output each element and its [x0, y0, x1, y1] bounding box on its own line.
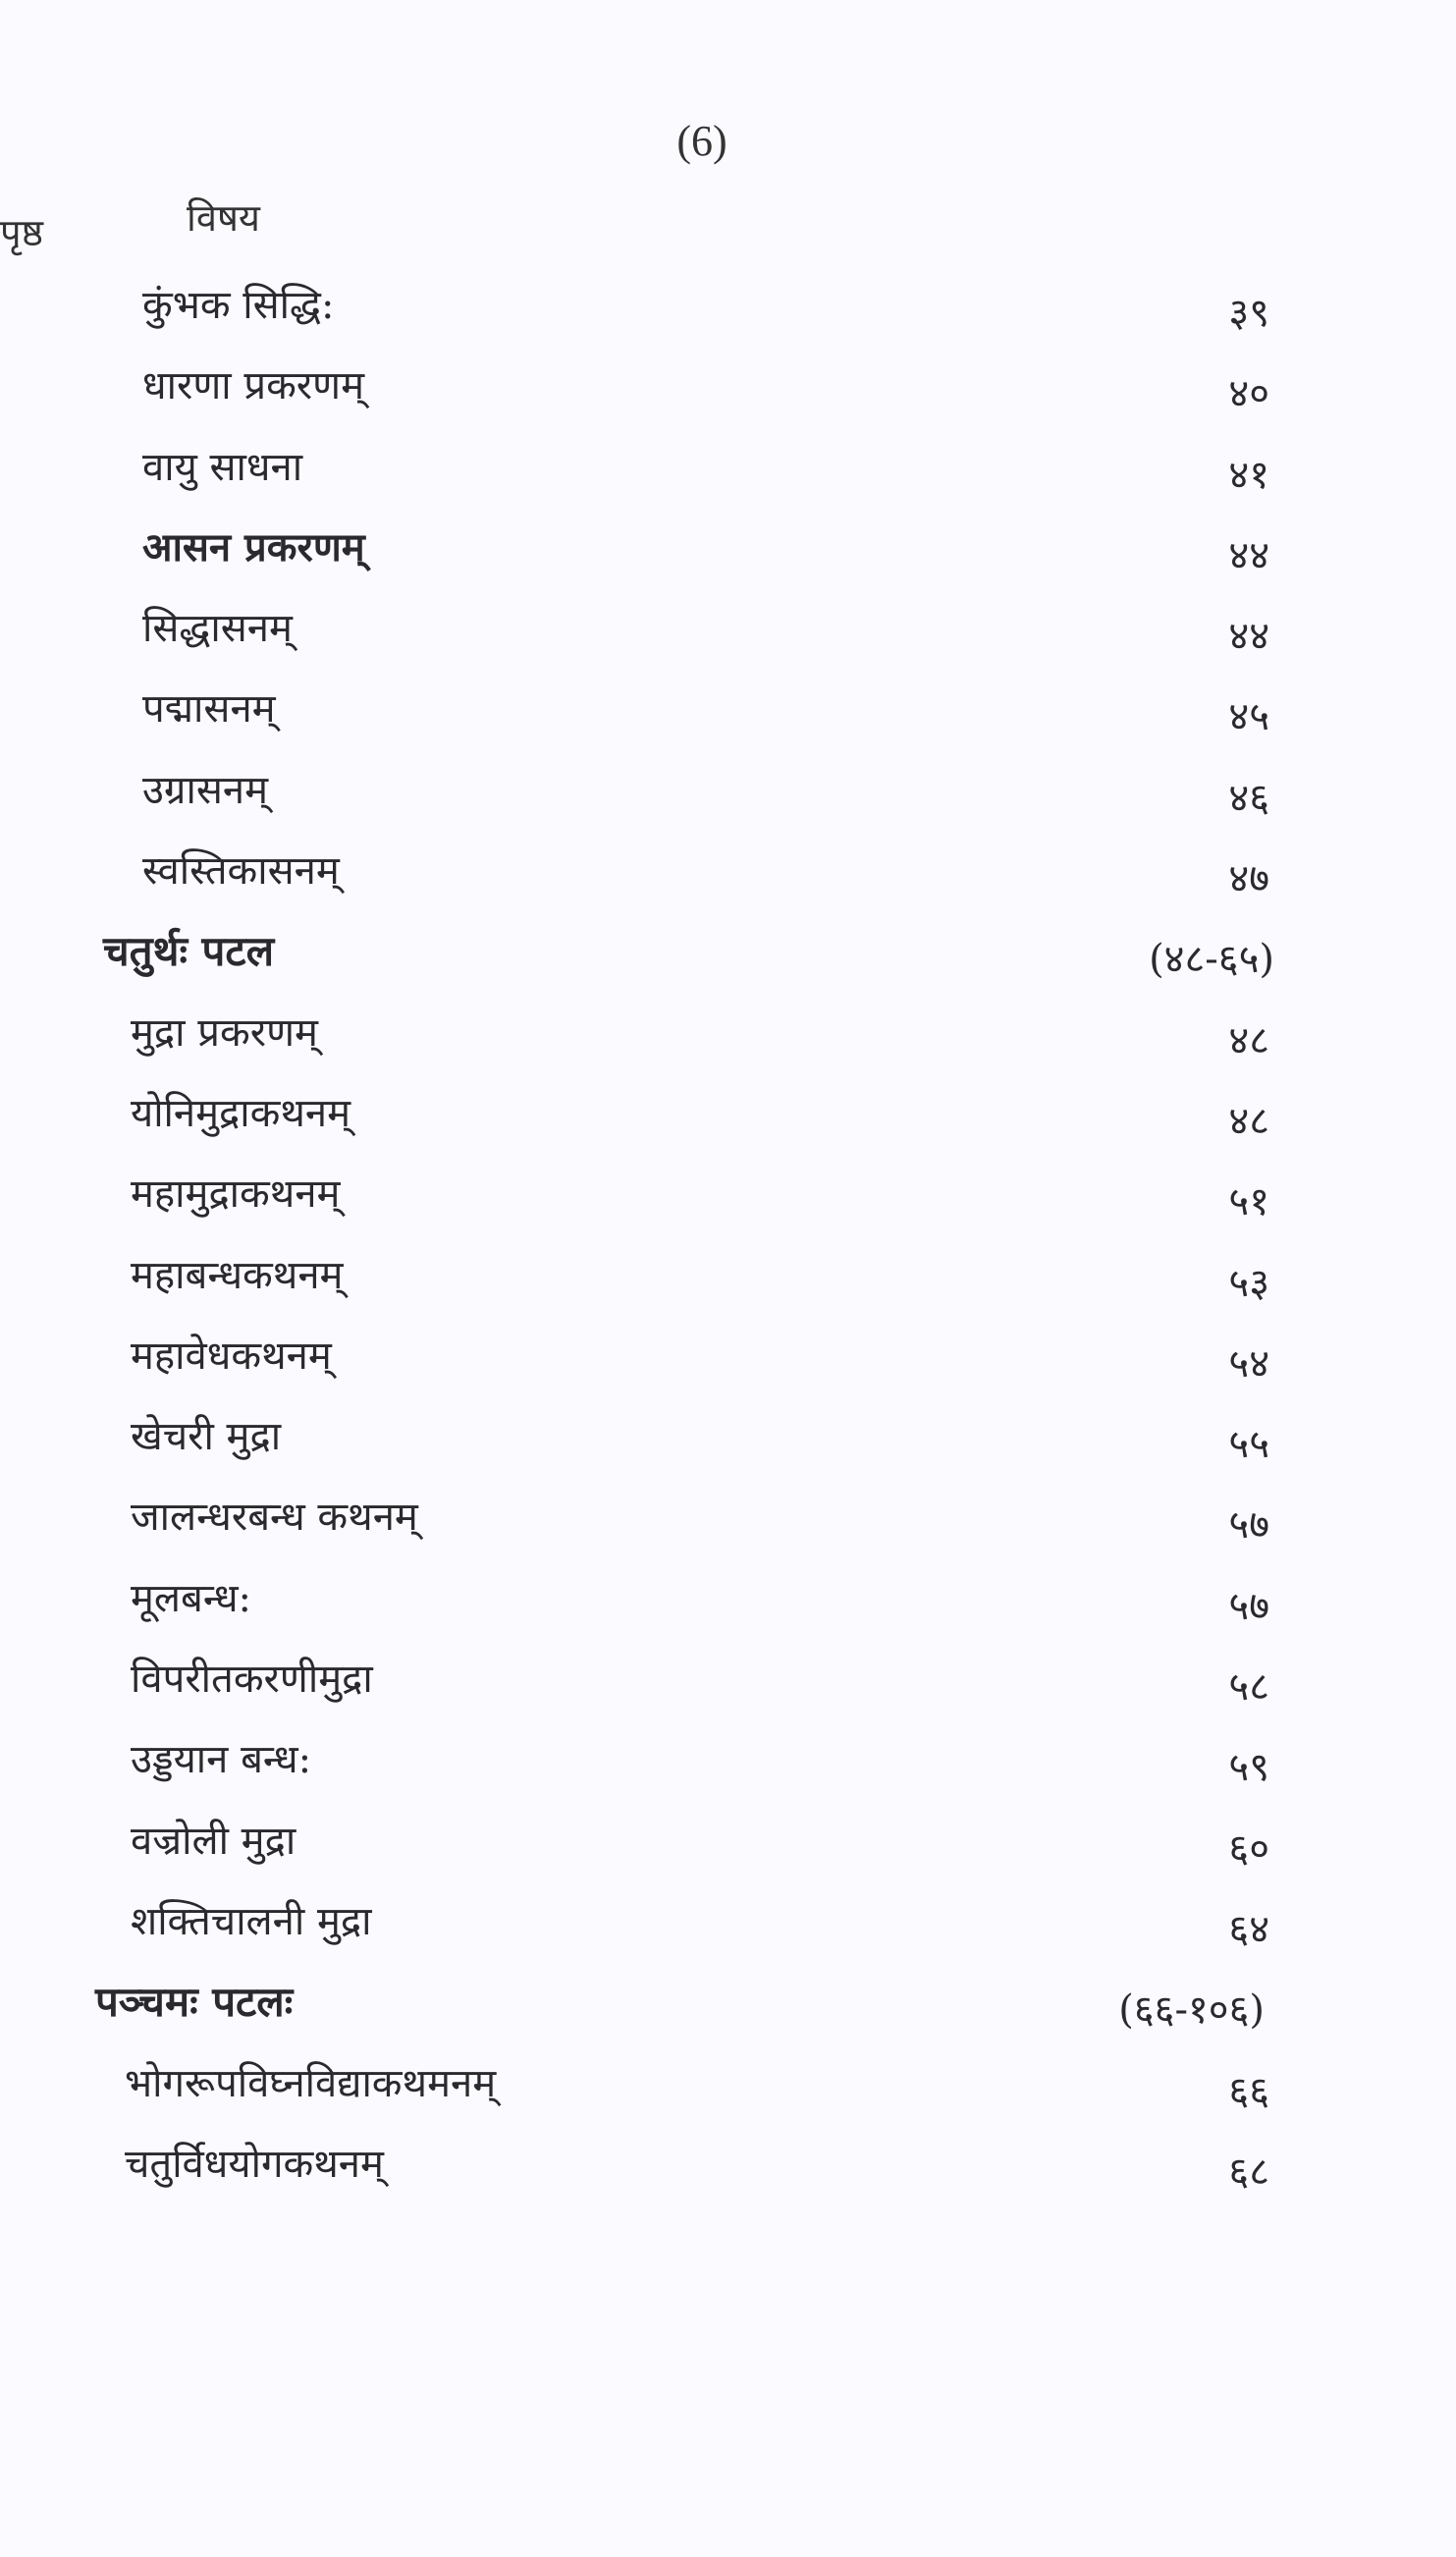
toc-entry	[0, 351, 1456, 431]
toc-entry-title: पद्मासनम्	[142, 686, 276, 733]
toc-entry-title: मूलबन्ध:	[131, 1575, 252, 1621]
page-column-header: पृष्ठ	[0, 211, 43, 254]
toc-chapter-heading	[0, 916, 1456, 997]
toc-entry-title: महाबन्धकथनम्	[131, 1252, 344, 1298]
toc-entry-page: ४१	[1228, 452, 1269, 498]
toc-entry-title: जालन्धरबन्ध कथनम्	[131, 1495, 418, 1541]
toc-entry	[0, 270, 1456, 351]
toc-entry-title: कुंभक सिद्धि:	[142, 283, 335, 328]
toc-entry	[0, 1806, 1456, 1886]
toc-chapter-title: पञ्चमः पटलः	[95, 1978, 294, 2027]
toc-entry-title: महावेधकथनम्	[131, 1333, 332, 1379]
toc-entry-page: ४७	[1228, 856, 1269, 902]
toc-entry	[0, 1482, 1456, 1562]
toc-entry-title: धारणा प्रकरणम्	[142, 363, 364, 409]
toc-chapter-page-range: (४८-६५)	[1149, 937, 1274, 983]
toc-entry-title: चतुर्विधयोगकथनम्	[125, 2141, 384, 2187]
toc-entry-page: ३९	[1228, 291, 1269, 336]
toc-entry-page: ५७	[1228, 1502, 1269, 1549]
toc-entry	[0, 1401, 1456, 1482]
toc-chapter-page-range: (६६-१०६)	[1118, 1987, 1265, 2034]
toc-entry-page: ५९	[1228, 1745, 1269, 1791]
toc-entry	[0, 1078, 1456, 1159]
toc-entry-page: ४०	[1228, 371, 1269, 417]
toc-entry-title: मुद्रा प्रकरणम्	[131, 1009, 318, 1056]
toc-entry	[0, 1240, 1456, 1321]
toc-entry	[0, 998, 1456, 1078]
toc-entry-page: ४६	[1228, 775, 1269, 821]
toc-entry-page: ४४	[1228, 532, 1269, 578]
toc-entry-page: ४५	[1228, 694, 1269, 740]
toc-entry	[0, 432, 1456, 513]
toc-entry-page: ५५	[1228, 1422, 1269, 1468]
toc-entry-page: ६०	[1228, 1825, 1269, 1872]
page-number: (6)	[676, 117, 728, 165]
toc-entry-page: ५३	[1228, 1260, 1269, 1306]
toc-entry-page: ६८	[1228, 2149, 1269, 2195]
toc-entry	[0, 836, 1456, 916]
toc-entry	[0, 2048, 1456, 2129]
toc-entry	[0, 2129, 1456, 2209]
table-of-contents	[0, 270, 1456, 2209]
toc-entry-title: योनिमुद्राकथनम्	[131, 1090, 351, 1136]
toc-entry-page: ६४	[1228, 1906, 1269, 1952]
toc-section-heading	[0, 513, 1456, 593]
toc-entry-page: ४४	[1228, 614, 1269, 660]
toc-entry-page: ५८	[1228, 1664, 1269, 1711]
toc-entry-title: शक्तिचालनी मुद्रा	[131, 1898, 372, 1944]
toc-entry	[0, 1563, 1456, 1644]
toc-entry-page: ४८	[1228, 1017, 1269, 1063]
toc-entry	[0, 1724, 1456, 1805]
subject-column-header: विषय	[187, 196, 260, 240]
toc-entry-title: उग्रासनम्	[142, 767, 268, 813]
toc-entry-page: ५७	[1228, 1583, 1269, 1629]
toc-entry-title: सिद्धासनम्	[142, 606, 293, 652]
toc-entry-page: ४८	[1228, 1098, 1269, 1144]
toc-entry	[0, 1644, 1456, 1724]
toc-chapter-title: चतुर्थः पटल	[103, 927, 275, 976]
toc-entry	[0, 1886, 1456, 1967]
toc-entry	[0, 1159, 1456, 1239]
toc-entry-title: वायु साधना	[142, 444, 303, 490]
toc-entry	[0, 674, 1456, 754]
toc-entry	[0, 755, 1456, 836]
toc-entry-title: भोगरूपविघ्नविद्याकथमनम्	[125, 2060, 497, 2106]
toc-chapter-heading	[0, 1967, 1456, 2047]
toc-entry-title: उड्डयान बन्ध:	[131, 1737, 312, 1783]
toc-entry-title: खेचरी मुद्रा	[131, 1414, 282, 1460]
toc-entry-title: महामुद्राकथनम्	[131, 1171, 341, 1218]
toc-entry-title: स्वस्तिकासनम्	[142, 848, 340, 895]
toc-entry-title: वज्रोली मुद्रा	[131, 1818, 297, 1864]
toc-entry-title: विपरीतकरणीमुद्रा	[131, 1657, 373, 1703]
toc-entry-page: ५४	[1228, 1340, 1269, 1387]
toc-entry	[0, 1321, 1456, 1401]
toc-entry-title: आसन प्रकरणम्	[142, 523, 365, 571]
toc-entry-page: ५१	[1228, 1179, 1269, 1225]
toc-entry-page: ६६	[1228, 2068, 1269, 2114]
toc-entry	[0, 593, 1456, 674]
